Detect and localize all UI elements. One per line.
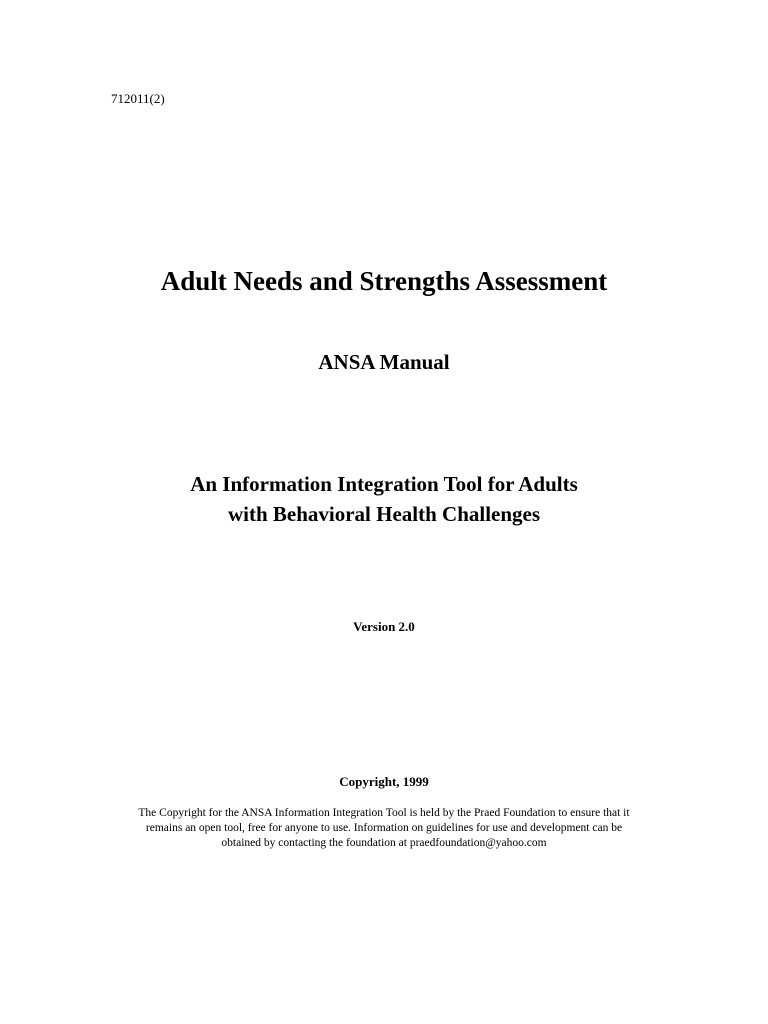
version-label: Version 2.0: [353, 619, 415, 634]
copyright-notice: [90, 806, 678, 851]
copyright-line: obtained by contacting the foundation at praedfoundation@yahoo.com: [221, 837, 547, 849]
document-id: 712011(2): [111, 91, 165, 106]
document-title: Adult Needs and Strengths Assessment: [160, 266, 608, 296]
copyright-line: remains an open tool, free for anyone to use. Information on guidelines for use and development can be: [145, 822, 623, 834]
copyright-heading: Copyright, 1999: [339, 774, 429, 789]
copyright-line: The Copyright for the ANSA Information Integration Tool is held by the Praed Foundation to ensure that it: [138, 807, 630, 819]
document-tagline: [0, 469, 768, 529]
tagline-line: with Behavioral Health Challenges: [227, 502, 541, 526]
document-subtitle: ANSA Manual: [318, 350, 450, 374]
tagline-line: An Information Integration Tool for Adults: [190, 472, 578, 496]
